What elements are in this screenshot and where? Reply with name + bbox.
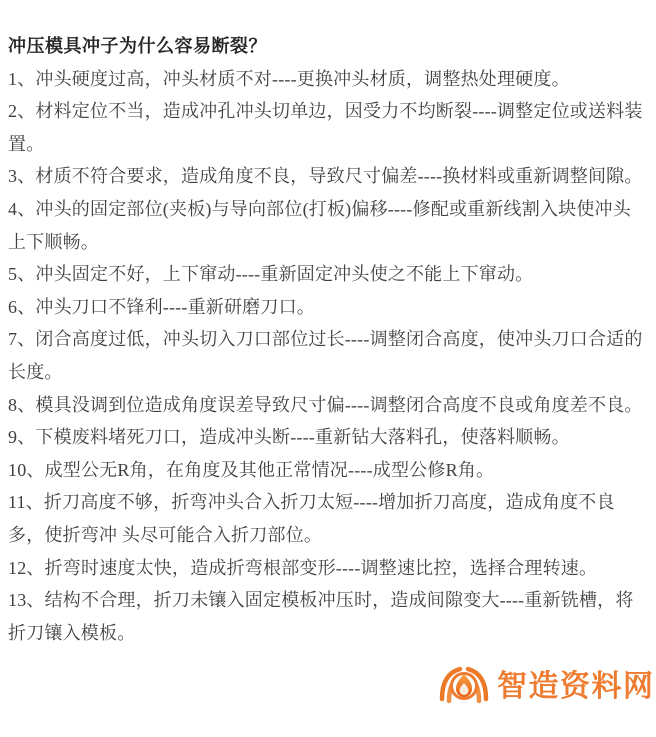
article-paragraph-3: 3、材质不符合要求，造成角度不良，导致尺寸偏差----换材料或重新调整间隙。	[8, 166, 643, 187]
article-title: 冲压模具冲子为什么容易断裂？	[8, 36, 267, 56]
article-paragraph-2: 2、材料定位不当，造成冲孔冲头切单边，因受力不均断裂----调整定位或送料装置。	[8, 101, 643, 154]
watermark	[438, 662, 655, 711]
watermark-site-name: 智造资料网	[497, 669, 655, 703]
article-paragraph-7: 7、闭合高度过低，冲头切入刀口部位过长----调整闭合高度，使冲头刀口合适的长度。	[8, 329, 643, 382]
article-paragraph-11: 11、折刀高度不够，折弯冲头合入折刀太短----增加折刀高度，造成角度不良多，使折弯冲 头尽可能合入折刀部位。	[8, 492, 615, 545]
article-paragraph-13: 13、结构不合理，折刀未镶入固定模板冲压时，造成间隙变大----重新铣槽，将折刀镶入模板。	[8, 590, 634, 643]
article-paragraph-12: 12、折弯时速度太快，造成折弯根部变形----调整速比控，选择合理转速。	[8, 557, 598, 578]
article-paragraph-10: 10、成型公无R角，在角度及其他正常情况----成型公修R角。	[8, 459, 495, 480]
open-book-flame-icon	[438, 662, 490, 711]
article-content	[8, 30, 649, 649]
article-paragraph-8: 8、模具没调到位造成角度误差导致尺寸偏----调整闭合高度不良或角度差不良。	[8, 394, 643, 415]
article-paragraph-9: 9、下模废料堵死刀口，造成冲头断----重新钻大落料孔，使落料顺畅。	[8, 427, 570, 448]
article-paragraph-6: 6、冲头刀口不锋利----重新研磨刀口。	[8, 296, 315, 317]
article-paragraph-4: 4、冲头的固定部位(夹板)与导向部位(打板)偏移----修配或重新线割入块使冲头上下顺畅。	[8, 198, 631, 252]
article-paragraph-5: 5、冲头固定不好，上下窜动----重新固定冲头使之不能上下窜动。	[8, 264, 534, 285]
article-paragraph-1: 1、冲头硬度过高，冲头材质不对----更换冲头材质，调整热处理硬度。	[8, 68, 570, 89]
